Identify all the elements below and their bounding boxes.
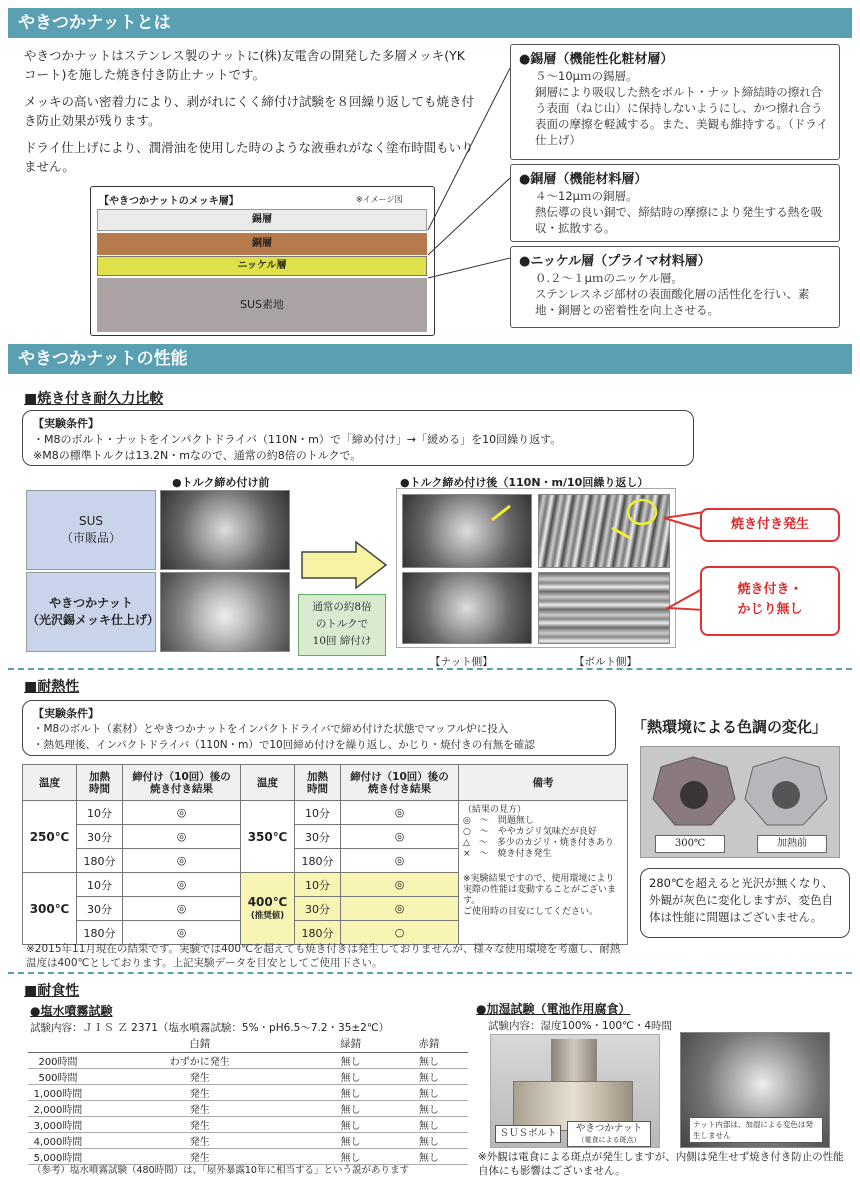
result-no-seizure: 焼き付き・ かじり無し (700, 566, 840, 636)
label-nut-sub: （電食による斑点） (577, 1136, 641, 1144)
table-cell: 無し (312, 1100, 390, 1116)
photo-yakitsuka-bolt-after (538, 572, 670, 644)
table-cell: 10分 (295, 801, 341, 825)
torque-note-box: 通常の約8倍 のトルクで 10回 締付け (298, 594, 386, 656)
nut-side-label: 【ナット側】 (430, 656, 493, 668)
leader-lines (420, 60, 520, 320)
right-arrow-icon (300, 540, 388, 590)
table-row (28, 1132, 468, 1148)
table-cell: 無し (390, 1100, 468, 1116)
table-cell: 10分 (77, 873, 123, 897)
table-cell: ◎ (123, 849, 241, 873)
section-banner-intro: やきつかナットとは (8, 8, 852, 38)
salt-spray-table (28, 1036, 468, 1165)
table-row (28, 1052, 468, 1068)
temp-400-value: 400℃ (247, 894, 288, 909)
table-cell: 発生 (88, 1116, 312, 1132)
photo-label-unheated: 加熱前 (757, 835, 827, 853)
heat-cond-2: ・熱処理後、インパクトドライバ（110N・m）で10回締め付けを繰り返し、かじり・焼付きの有無を確認 (33, 739, 535, 751)
row-label-yakitsuka: やきつかナット （光沢錫メッキ仕上げ） (26, 572, 156, 652)
photo-label-300: 300℃ (655, 835, 725, 853)
seizure-conditions-box (22, 410, 694, 466)
table-cell: 180分 (295, 921, 341, 945)
heat-conditions-box (22, 700, 616, 756)
sus-base-layer: SUS素地 (97, 278, 427, 332)
table-cell: 200時間 (28, 1052, 88, 1068)
diagram-note: ※イメージ図 (356, 195, 403, 204)
table-cell: ◎ (341, 825, 459, 849)
heat-results-table (22, 764, 628, 945)
label-nut-interior: ナット内部は、加湿による変色は発生しません (689, 1117, 823, 1143)
legend-item: ◎ ～ 問題無し (463, 816, 534, 826)
humidity-note: ※外観は電食による斑点が発生しますが、内側は発生せず焼き付き防止の性能自体にも影響はございません。 (478, 1151, 844, 1177)
table-cell: ○ (341, 921, 459, 945)
table-cell (28, 1036, 88, 1052)
temp-400 (241, 873, 295, 945)
seizure-marker-icon (480, 498, 680, 548)
photo-yakitsuka-nut-after (402, 572, 532, 644)
seizure-cond-1: ・M8のボルト・ナットをインパクトドライバ（110N・m）で「締め付け」→「緩める」を10回繰り返す。 (33, 433, 562, 446)
table-cell: ◎ (123, 897, 241, 921)
table-cell: ◎ (123, 825, 241, 849)
result-seizure-occurred: 焼き付き発生 (700, 508, 840, 542)
table-cell: 無し (390, 1116, 468, 1132)
heat-cond-label: 【実験条件】 (33, 707, 99, 720)
table-cell: 無し (390, 1132, 468, 1148)
tin-layer-text: ５～10μｍの錫層。 銅層により吸収した熱をボルト・ナット締結時の擦れ合う表面（ねじ山）に保持しないようにし、かつ擦れ合う表面の摩擦を軽減する。また、美観も維持する。（ドライ仕上げ） (535, 69, 828, 147)
legend-item: ○ ～ ややカジリ気味だが良好 (463, 827, 597, 837)
row-label-sus: SUS （市販品） (26, 490, 156, 570)
label-nut-main: やきつかナット (575, 1123, 643, 1134)
table-cell: 無し (312, 1132, 390, 1148)
copper-layer-text: ４～12μｍの銅層。 熱伝導の良い銅で、締結時の摩擦により発生する熱を吸収・拡散する。 (535, 189, 823, 235)
table-cell: 無し (312, 1148, 390, 1164)
color-change-photo (640, 746, 840, 858)
table-cell: 180分 (77, 849, 123, 873)
intro-paragraph-1: やきつかナットはステンレス製のナットに(株)友電舎の開発した多層メッキ(YKコート)を施した焼き付き防止ナットです。 (24, 48, 465, 82)
table-cell: ◎ (123, 801, 241, 825)
table-cell: 1,000時間 (28, 1084, 88, 1100)
table-row (28, 1084, 468, 1100)
table-cell: 500時間 (28, 1068, 88, 1084)
th-time-right: 加熱 時間 (295, 765, 341, 801)
temp-300: 300℃ (23, 873, 77, 945)
humidity-test-conditions: 試験内容：湿度100%・100℃・4時間 (488, 1020, 673, 1032)
th-temp-right: 温度 (241, 765, 295, 801)
nickel-layer: ニッケル層 (97, 256, 427, 276)
nickel-layer-text: ０.２～１μｍのニッケル層。 ステンレスネジ部材の表面酸化層の活性化を行い、素地・銅層との密着性を向上させる。 (535, 271, 810, 317)
table-cell: 発生 (88, 1084, 312, 1100)
table-cell: 3,000時間 (28, 1116, 88, 1132)
table-cell: ◎ (341, 873, 459, 897)
bolt-side-label: 【ボルト側】 (574, 656, 637, 668)
table-cell: 無し (312, 1116, 390, 1132)
legend-item: △ ～ 多少のカジリ・焼き付きあり (463, 838, 614, 848)
divider-1 (8, 668, 852, 670)
remarks-cell (459, 801, 628, 945)
table-cell: 無し (390, 1052, 468, 1068)
table-cell: 無し (390, 1148, 468, 1164)
table-cell: ◎ (341, 801, 459, 825)
th-remarks: 備考 (459, 765, 628, 801)
table-cell: 10分 (295, 873, 341, 897)
table-cell: 無し (312, 1068, 390, 1084)
table-cell: 発生 (88, 1068, 312, 1084)
table-cell: 180分 (295, 849, 341, 873)
table-cell: 無し (390, 1068, 468, 1084)
table-cell: 30分 (77, 825, 123, 849)
salt-spray-note: （参考）塩水噴霧試験（480時間）は、「屋外暴露10年に相当する」という説があります (32, 1165, 409, 1176)
copper-layer-description (510, 164, 840, 242)
color-change-title: 「熱環境による色調の変化」 (632, 718, 828, 736)
remark-text: ※実験結果ですので、使用環境により実際の性能は変動することがございます。 ご使用時の目安にしてください。 (463, 874, 617, 917)
salt-spray-title: ●塩水噴霧試験 (30, 1004, 113, 1018)
table-cell: 30分 (77, 897, 123, 921)
heat-footnote: ※2015年11月現在の結果です。実験では400℃を超えても焼き付きは発生しておりませんが、様々な使用環境を考慮し、耐熱温度は400℃としております。上記実験データを目安としてご使用下さい。 (26, 943, 621, 969)
seizure-cond-2: ※M8の標準トルクは13.2N・mなので、通常の約8倍のトルクで。 (33, 449, 362, 462)
diagram-title: 【やきつかナットのメッキ層】 (99, 196, 239, 207)
table-row (28, 1068, 468, 1084)
after-torque-label: ●トルク締め付け後（110N・m/10回繰り返し） (400, 476, 649, 489)
table-cell: 無し (312, 1052, 390, 1068)
humidity-test-title: ●加湿試験（電池作用腐食） (476, 1002, 631, 1016)
table-cell: 発生 (88, 1132, 312, 1148)
table-cell: ◎ (341, 849, 459, 873)
tin-layer: 錫層 (97, 209, 427, 231)
color-change-note: 280℃を超えると光沢が無くなり、外観が灰色に変化しますが、変色自体は性能に問題はございません。 (640, 868, 850, 938)
section-banner-performance: やきつかナットの性能 (8, 344, 852, 374)
th-temp-left: 温度 (23, 765, 77, 801)
seizure-section-title: ■焼き付き耐久力比較 (24, 391, 164, 407)
copper-layer: 銅層 (97, 233, 427, 255)
humidity-photo-exterior (490, 1034, 660, 1148)
intro-paragraph-2: メッキの高い密着力により、剥がれにくく締付け試験を８回繰り返しても焼き付き防止効果が残ります。 (24, 94, 475, 128)
table-cell: 30分 (295, 897, 341, 921)
label-yakitsuka-nut (567, 1121, 651, 1147)
intro-paragraph-3: ドライ仕上げにより、潤滑油を使用した時のような液垂れがなく塗布時間もいりません。 (24, 140, 474, 174)
col-green-rust: 緑錆 (312, 1036, 390, 1052)
table-cell: ◎ (341, 897, 459, 921)
table-cell: 2,000時間 (28, 1100, 88, 1116)
table-row (28, 1116, 468, 1132)
table-cell: わずかに発生 (88, 1052, 312, 1068)
temp-250: 250℃ (23, 801, 77, 873)
tin-layer-title: ●錫層（機能性化粧材層） (519, 52, 674, 67)
table-cell: 発生 (88, 1100, 312, 1116)
th-time-left: 加熱 時間 (77, 765, 123, 801)
nickel-layer-title: ●ニッケル層（プライマ材料層） (519, 254, 711, 269)
table-cell: 発生 (88, 1148, 312, 1164)
seizure-cond-label: 【実験条件】 (33, 417, 99, 430)
table-cell: 10分 (77, 801, 123, 825)
col-white-rust: 白錆 (88, 1036, 312, 1052)
hex-nut-icon (645, 753, 837, 835)
divider-2 (8, 972, 852, 974)
nickel-layer-description (510, 246, 840, 328)
tin-layer-description (510, 44, 840, 160)
table-cell: 無し (312, 1084, 390, 1100)
salt-spray-conditions: 試験内容：ＪＩＳ Ｚ 2371（塩水噴霧試験：5%・pH6.5～7.2・35±2℃） (30, 1022, 390, 1034)
col-red-rust: 赤錆 (390, 1036, 468, 1052)
table-cell: ◎ (123, 921, 241, 945)
heat-section-title: ■耐熱性 (24, 679, 80, 695)
label-sus-bolt: ＳＵＳボルト (495, 1125, 561, 1143)
table-cell: 4,000時間 (28, 1132, 88, 1148)
th-result-right: 締付け（10回）後の 焼き付き結果 (341, 765, 459, 801)
corrosion-section-title: ■耐食性 (24, 983, 80, 999)
th-result-left: 締付け（10回）後の 焼き付き結果 (123, 765, 241, 801)
humidity-photo-interior (680, 1032, 830, 1148)
table-cell: 5,000時間 (28, 1148, 88, 1164)
table-cell: 無し (390, 1084, 468, 1100)
temp-350: 350℃ (241, 801, 295, 873)
table-cell: 30分 (295, 825, 341, 849)
before-torque-label: ●トルク締め付け前 (172, 476, 270, 489)
photo-yakitsuka-before (160, 572, 290, 652)
legend-title: （結果の見方） (463, 805, 527, 815)
recommended-label: (推奨値) (250, 910, 285, 921)
photo-sus-before (160, 490, 290, 570)
table-cell: 180分 (77, 921, 123, 945)
copper-layer-title: ●銅層（機能材料層） (519, 172, 648, 187)
table-cell: ◎ (123, 873, 241, 897)
heat-cond-1: ・M8のボルト（素材）とやきつかナットをインパクトドライバで締め付けた状態でマッフル炉に投入 (33, 723, 509, 735)
legend-item: × ～ 焼き付き発生 (463, 849, 552, 859)
plating-layer-diagram (90, 186, 435, 336)
table-row (28, 1100, 468, 1116)
